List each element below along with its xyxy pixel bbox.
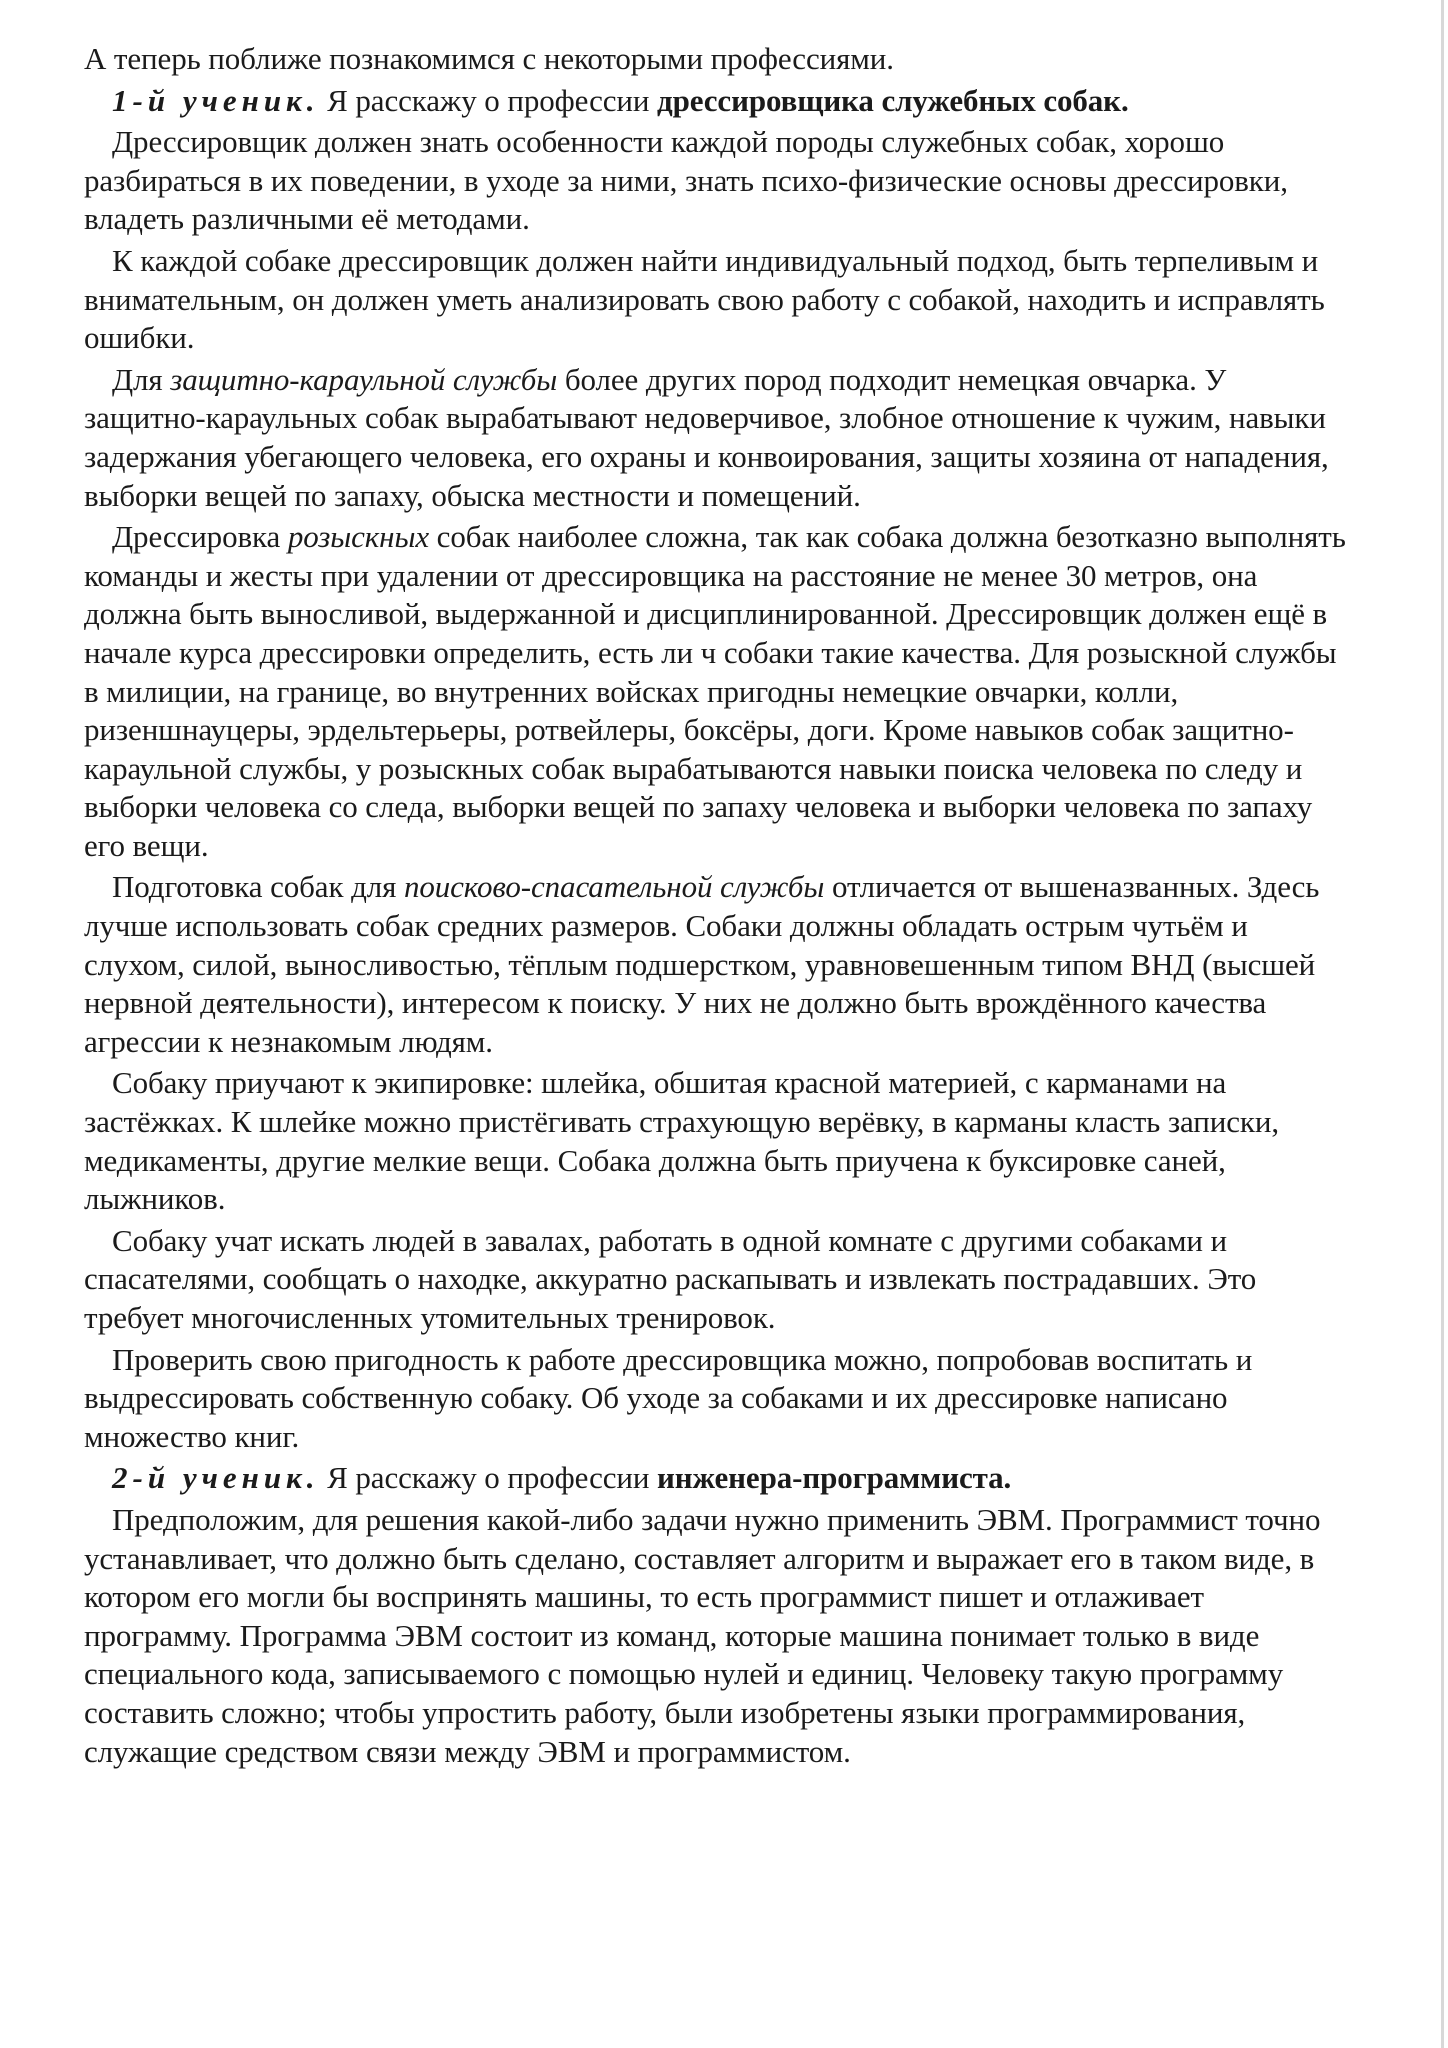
paragraph-text: Подготовка собак для [112, 869, 404, 905]
paragraph-student1-intro [84, 82, 1346, 121]
paragraph: Предположим, для решения какой-либо задачи нужно применить ЭВМ. Программист точно устанавливает, что должно быть сделано, составляет алгоритм и выражает его в таком виде, в котором его могли бы воспринять машины, то есть программист пишет и отлаживает программу. Программа ЭВМ состоит из команд, которые машина понимает только в виде специального кода, записываемого с помощью нулей и единиц. Человеку такую программу составить сложно; чтобы упростить работу, были изобретены языки программирования, служащие средством связи между ЭВМ и программистом. [84, 1501, 1321, 1769]
profession-name: дрессировщика служебных собак. [657, 82, 1129, 118]
page-edge-line [1441, 0, 1444, 2048]
paragraph: Собаку учат искать людей в завалах, работать в одной комнате с другими собаками и спасателями, сообщать о находке, аккуратно раскапывать и извлекать пострадавших. Это требует многочисленных утомительных тренировок. [84, 1222, 1257, 1335]
speaker-lead-text: Я расскажу о профессии [319, 82, 658, 118]
speaker-label: 1-й ученик. [112, 82, 320, 118]
paragraph-rescue-service [84, 868, 1346, 1061]
paragraph-search-dogs [84, 518, 1346, 865]
emphasis-text: розыскных [287, 519, 430, 555]
paragraph: Собаку приучают к экипировке: шлейка, обшитая красной материей, с карманами на застёжках. К шлейке можно пристёгивать страхующую верёвку, в карманы класть записки, медикаменты, другие мелкие вещи. Собака должна быть приучена к буксировке саней, лыжников. [84, 1065, 1279, 1217]
emphasis-text: защитно-караульной службы [170, 361, 558, 397]
paragraph-student2-intro [84, 1459, 1346, 1498]
paragraph-intro: А теперь поближе познакомимся с некоторыми профессиями. [84, 41, 894, 76]
paragraph-text: Дрессировка [112, 519, 288, 555]
paragraph-guard-service [84, 361, 1346, 515]
paragraph-text: Для [112, 361, 171, 397]
paragraph-text: отличается от вышеназванных. Здесь лучше использовать собак средних размеров. Собаки должны обладать острым чутьём и слухом, силой, выносливостью, тёплым подшерстком, уравновешенным типом ВНД (высшей нервной деятельности), интересом к поиску. У них не должно быть врождённого качества агрессии к незнакомым людям. [84, 869, 1320, 1059]
speaker-lead-text: Я расскажу о профессии [319, 1460, 658, 1496]
profession-name: инженера-программиста. [657, 1460, 1012, 1496]
speaker-label: 2-й ученик. [112, 1460, 320, 1496]
paragraph: К каждой собаке дрессировщик должен найти индивидуальный подход, быть терпеливым и внимательным, он должен уметь анализировать свою работу с собакой, находить и исправлять ошибки. [84, 242, 1325, 356]
paragraph: Дрессировщик должен знать особенности каждой породы служебных собак, хорошо разбираться в их поведении, в уходе за ними, знать психо-физические основы дрессировки, владеть различными её методами. [84, 124, 1288, 237]
paragraph-text: собак наиболее сложна, так как собака должна безотказно выполнять команды и жесты при удалении от дрессировщика на расстояние не менее 30 метров, она должна быть выносливой, выдержанной и дисциплинированной. Дрессировщик должен ещё в начале курса дрессировки определить, есть ли ч собаки такие качества. Для розыскной службы в милиции, на границе, во внутренних войсках пригодны немецкие овчарки, колли, ризеншнауцеры, эрдельтерьеры, ротвейлеры, боксёры, доги. Кроме навыков собак защитно-караульной службы, у розыскных собак вырабатываются навыки поиска человека по следу и выборки человека со следа, выборки вещей по запаху человека и выборки человека по запаху его вещи. [84, 519, 1346, 863]
emphasis-text: поисково-спасательной службы [403, 869, 825, 905]
document-page [84, 40, 1346, 1774]
paragraph: Проверить свою пригодность к работе дрессировщика можно, попробовав воспитать и выдрессировать собственную собаку. Об уходе за собаками и их дрессировке написано множество книг. [84, 1341, 1253, 1454]
paragraph-text: более других пород подходит немецкая овчарка. У защитно-караульных собак вырабатывают недоверчивое, злобное отношение к чужим, навыки задержания убегающего человека, его охраны и конвоирования, защиты хозяина от нападения, выборки вещей по запаху, обыска местности и помещений. [84, 361, 1329, 513]
